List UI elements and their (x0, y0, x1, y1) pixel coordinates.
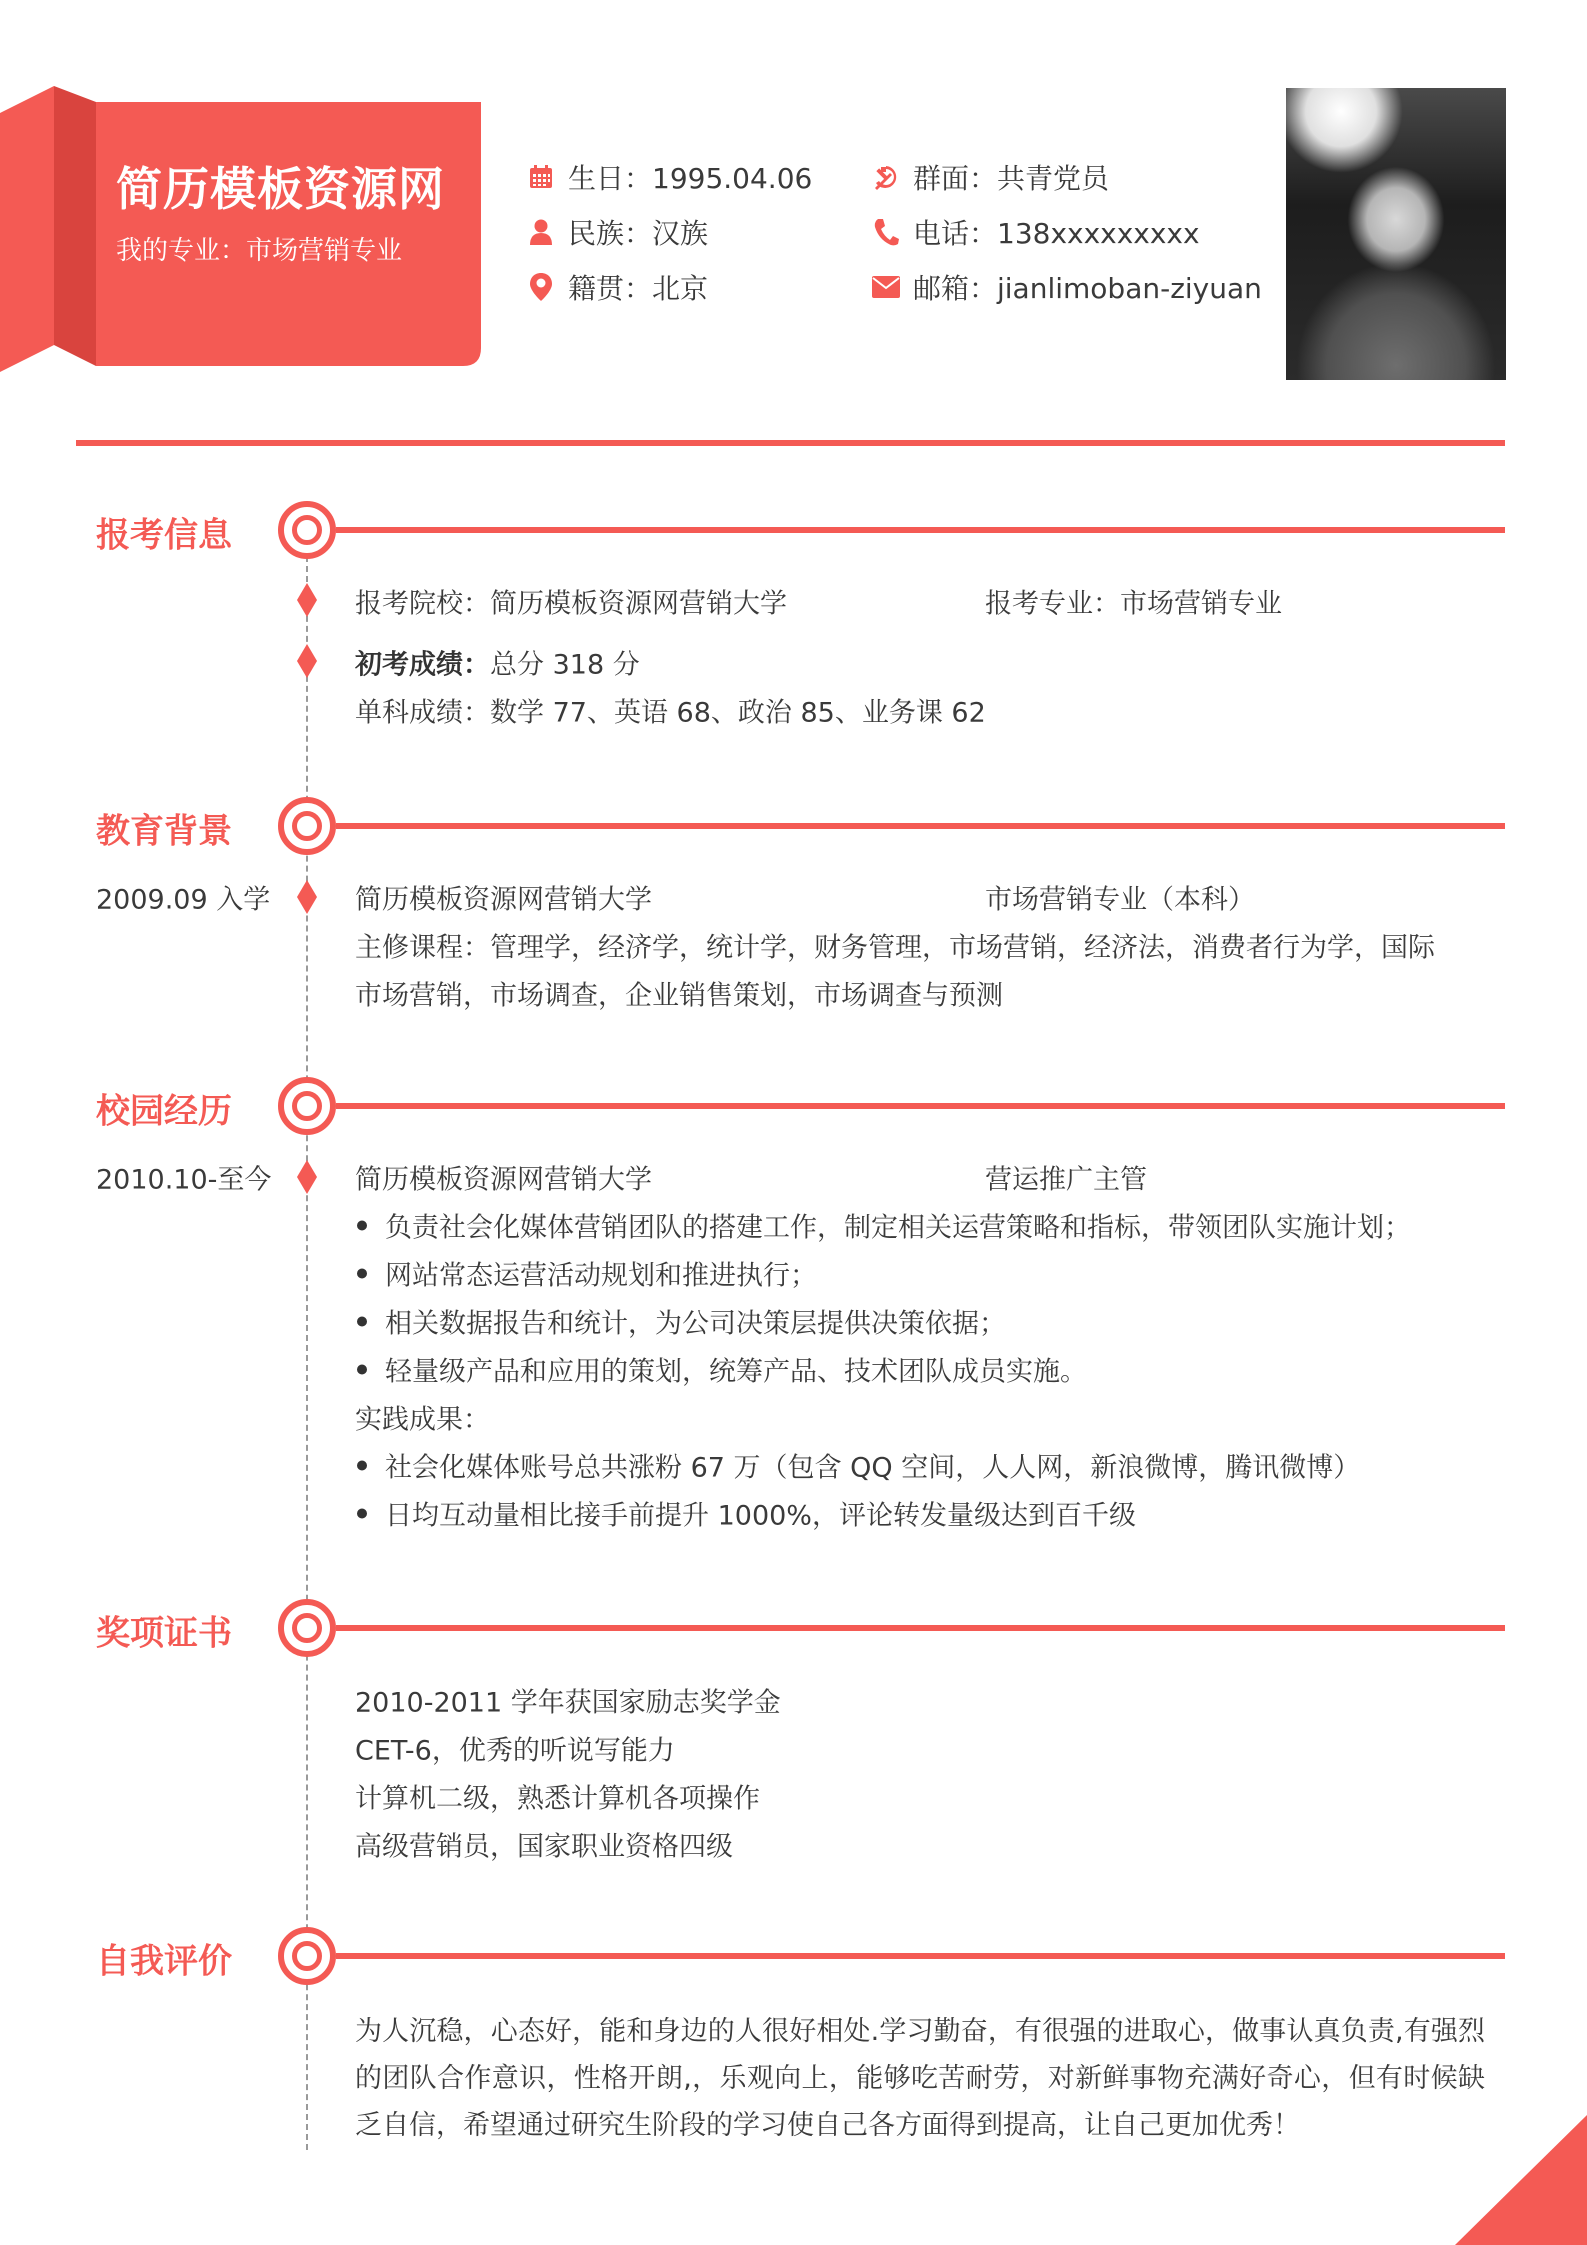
section-title-education: 教育背景 (96, 811, 232, 852)
timeline-line (306, 556, 308, 2150)
section-line (336, 1953, 1505, 1959)
political-text: 群面：共青党员 (913, 162, 1110, 195)
self-evaluation-text: 为人沉稳，心态好，能和身边的人很好相处.学习勤奋，有很强的进取心，做事认真负责,有强烈的团队合作意识，性格开朗,，乐观向上，能够吃苦耐劳，对新鲜事物充满好奇心，但有时候缺乏自信，希望通过研究生阶段的学习使自己各方面得到提高，让自己更加优秀！ (355, 2016, 1485, 2141)
award-item: 计算机二级，熟悉计算机各项操作 (355, 1783, 760, 1815)
info-phone (871, 212, 1200, 252)
bullet-icon (357, 1220, 367, 1230)
section-title-exam: 报考信息 (96, 515, 232, 556)
header-divider (76, 440, 1505, 446)
results-label: 实践成果： (355, 1404, 490, 1436)
section-line (336, 823, 1505, 829)
diamond-marker-icon (297, 1160, 317, 1194)
education-major: 市场营销专业（本科） (985, 884, 1255, 916)
person-icon (526, 217, 556, 247)
education-courses-line1: 主修课程：管理学，经济学，统计学，财务管理，市场营销，经济法，消费者行为学，国际 (355, 932, 1435, 964)
corner-decoration (1450, 2110, 1587, 2245)
initial-score-label: 初考成绩： (355, 649, 490, 681)
campus-date: 2010.10-至今 (96, 1164, 272, 1196)
result-item: 日均互动量相比接手前提升 1000%，评论转发量级达到百千级 (355, 1494, 1136, 1533)
bullet-icon (357, 1508, 367, 1518)
target-circle-icon (278, 501, 336, 559)
section-title-self-evaluation: 自我评价 (96, 1941, 232, 1982)
education-school: 简历模板资源网营销大学 (355, 884, 652, 916)
target-circle-icon (278, 1927, 336, 1985)
party-emblem-icon (871, 162, 901, 192)
education-date: 2009.09 入学 (96, 884, 271, 916)
origin-text: 籍贯：北京 (568, 272, 709, 305)
phone-text: 电话：138xxxxxxxxx (913, 217, 1200, 250)
campus-role: 营运推广主管 (985, 1164, 1147, 1196)
diamond-marker-icon (297, 644, 317, 678)
duty-item: 网站常态运营活动规划和推进执行； (355, 1254, 817, 1293)
section-title-awards: 奖项证书 (96, 1613, 232, 1654)
duty-item: 轻量级产品和应用的策划，统筹产品、技术团队成员实施。 (355, 1350, 1087, 1389)
email-text: 邮箱：jianlimoban-ziyuan (913, 272, 1262, 305)
initial-score-value: 总分 318 分 (490, 649, 640, 681)
diamond-marker-icon (297, 583, 317, 617)
phone-icon (871, 217, 901, 247)
section-line (336, 1103, 1505, 1109)
exam-school: 报考院校：简历模板资源网营销大学 (355, 588, 787, 620)
award-item: 高级营销员，国家职业资格四级 (355, 1831, 733, 1863)
section-line (336, 1625, 1505, 1631)
award-item: CET-6，优秀的听说写能力 (355, 1735, 675, 1767)
duty-item: 相关数据报告和统计，为公司决策层提供决策依据； (355, 1302, 1006, 1341)
envelope-icon (871, 272, 901, 302)
info-birthday (526, 157, 812, 197)
result-item: 社会化媒体账号总共涨粉 67 万（包含 QQ 空间，人人网，新浪微博，腾讯微博） (355, 1446, 1360, 1485)
bullet-icon (357, 1316, 367, 1326)
target-circle-icon (278, 1077, 336, 1135)
info-origin (526, 267, 708, 307)
candidate-name: 简历模板资源网 (116, 162, 445, 216)
info-political (871, 157, 1109, 197)
bullet-icon (357, 1268, 367, 1278)
section-line (336, 527, 1505, 533)
info-email (871, 267, 1262, 307)
location-pin-icon (526, 272, 556, 302)
exam-major: 报考专业：市场营销专业 (985, 588, 1282, 620)
exam-subject-scores: 单科成绩：数学 77、英语 68、政治 85、业务课 62 (355, 697, 986, 729)
exam-initial-score (355, 643, 640, 682)
diamond-marker-icon (297, 880, 317, 914)
ethnicity-text: 民族：汉族 (568, 217, 709, 250)
section-title-campus: 校园经历 (96, 1091, 232, 1132)
bullet-icon (357, 1460, 367, 1470)
campus-org: 简历模板资源网营销大学 (355, 1164, 652, 1196)
target-circle-icon (278, 1599, 336, 1657)
duty-item: 负责社会化媒体营销团队的搭建工作，制定相关运营策略和指标，带领团队实施计划； (355, 1206, 1411, 1245)
award-item: 2010-2011 学年获国家励志奖学金 (355, 1687, 781, 1719)
education-courses-line2: 市场营销，市场调查，企业销售策划，市场调查与预测 (355, 980, 1003, 1012)
candidate-major: 我的专业：市场营销专业 (116, 236, 403, 266)
birthday-text: 生日：1995.04.06 (568, 162, 813, 195)
calendar-icon (526, 162, 556, 192)
profile-photo (1286, 88, 1506, 380)
bullet-icon (357, 1364, 367, 1374)
info-ethnicity (526, 212, 708, 252)
target-circle-icon (278, 797, 336, 855)
